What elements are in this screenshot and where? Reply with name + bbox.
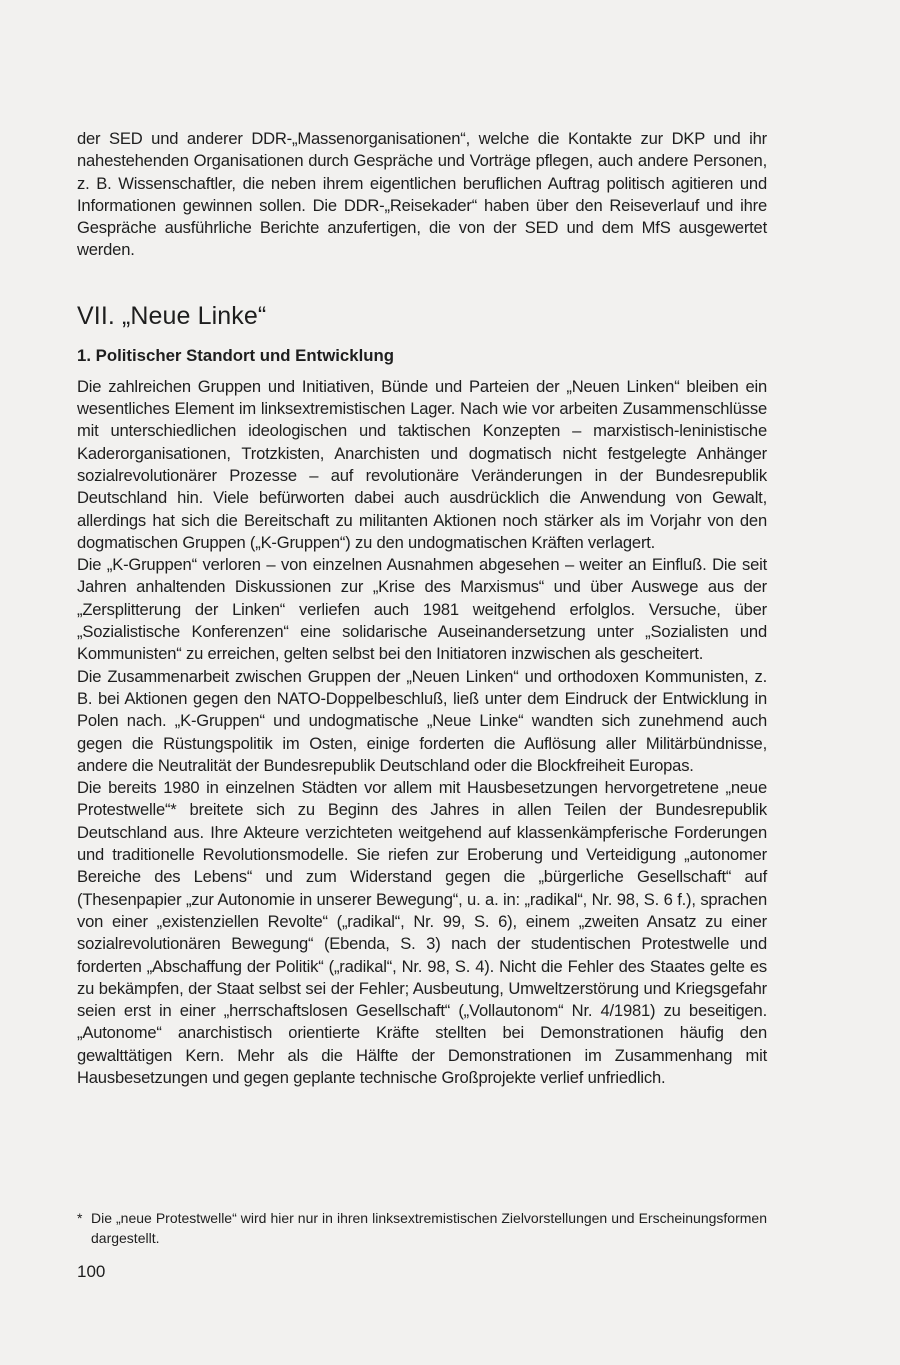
page-number: 100 <box>77 1262 106 1281</box>
chapter-title: VII. „Neue Linke“ <box>77 301 267 330</box>
body-paragraph-4: Die bereits 1980 in einzelnen Städten vor allem mit Hausbesetzungen hervorgetretene „neue Protestwelle“* breitete sich zu Beginn des Jahres in allen Teilen der Bundesrepublik Deutschland aus. Ihre Akteure verzichteten weitgehend auf klassenkämpferische Forderungen und traditionelle Revolutionsmodelle. Sie riefen zur Eroberung und Verteidigung „autonomer Bereiche des Lebens“ und zum Widerstand gegen die „bürgerliche Gesellschaft“ auf (Thesenpapier „zur Autonomie in unserer Bewegung“, u. a. in: „radikal“, Nr. 98, S. 6 f.), sprachen von einer „existenziellen Revolte“ („radikal“, Nr. 99, S. 6), einem „zweiten Ansatz zu einer sozialrevolutionären Bewegung“ (Ebenda, S. 3) nach der studentischen Protestwelle und forderten „Abschaffung der Politik“ („radikal“, Nr. 98, S. 4). Nicht die Fehler des Staates gelte es zu bekämpfen, der Staat selbst sei der Fehler; Ausbeutung, Umweltzerstörung und Kriegsgefahr seien erst in einer „herrschaftslosen Gesellschaft“ („Vollautonom“ Nr. 4/1981) zu beseitigen. „Autonome“ anarchistisch orientierte Kräfte stellten bei Demonstrationen häufig den gewalttätigen Kern. Mehr als die Hälfte der Demonstrationen im Zusammenhang mit Hausbesetzungen und gegen geplante technische Großprojekte verlief unfriedlich. <box>77 778 767 1087</box>
intro-paragraph: der SED und anderer DDR-„Massenorganisationen“, welche die Kontakte zur DKP und ihr nahestehenden Organisationen durch Gespräche und Vorträge pflegen, auch andere Personen, z. B. Wissenschaftler, die neben ihrem eigentlichen beruflichen Auftrag politisch agitieren und Informationen gewinnen sollen. Die DDR-„Reisekader“ haben über den Reiseverlauf und ihre Gespräche ausführliche Berichte anzufertigen, die von der SED und dem MfS ausgewertet werden. <box>77 129 767 260</box>
body-paragraph-1: Die zahlreichen Gruppen und Initiativen, Bünde und Parteien der „Neuen Linken“ bleiben ein wesentliches Element im linksextremistischen Lager. Nach wie vor arbeiten Zusammenschlüsse mit unterschiedlichen ideologischen und taktischen Konzepten – marxistisch-leninistische Kaderorganisationen, Trotzkisten, Anarchisten und dogmatisch nicht festgelegte Anhänger sozialrevolutionärer Prozesse – auf revolutionäre Veränderungen in der Bundesrepublik Deutschland hin. Viele befürworten dabei auch ausdrücklich die Anwendung von Gewalt, allerdings hat sich die Bereitschaft zu militanten Aktionen noch stärker als im Vorjahr von den dogmatischen Gruppen („K-Gruppen“) zu den undogmatischen Kräften verlagert. <box>77 376 767 552</box>
body-paragraph-3: Die Zusammenarbeit zwischen Gruppen der „Neuen Linken“ und orthodoxen Kommunisten, z. B. bei Aktionen gegen den NATO-Doppelbeschluß, ließ unter dem Eindruck der Entwicklung in Polen nach. „K-Gruppen“ und undogmatische „Neue Linke“ wandten sich zunehmend auch gegen die Rüstungspolitik im Osten, einige forderten die Auflösung aller Militärbündnisse, andere die Neutralität der Bundesrepublik Deutschland oder die Blockfreiheit Europas. <box>77 666 767 775</box>
body-paragraph-2: Die „K-Gruppen“ verloren – von einzelnen Ausnahmen abgesehen – weiter an Einfluß. Die seit Jahren anhaltenden Diskussionen zur „Krise des Marxismus“ und über Auswege aus der „Zersplitterung der Linken“ verliefen auch 1981 weitgehend erfolglos. Versuche, über „Sozialistische Konferenzen“ eine solidarische Auseinandersetzung unter „Sozialisten und Kommunisten“ zu erreichen, gelten selbst bei den Initiatoren inzwischen als gescheitert. <box>77 555 767 664</box>
page-body <box>77 128 767 1089</box>
section-heading: 1. Politischer Standort und Entwicklung <box>77 345 395 365</box>
footnote-text: Die „neue Protestwelle“ wird hier nur in ihren linksextremistischen Zielvorstellungen und Erscheinungsformen dargestellt. <box>91 1210 767 1246</box>
footnote <box>77 1208 767 1248</box>
footnote-mark: * <box>77 1210 83 1226</box>
